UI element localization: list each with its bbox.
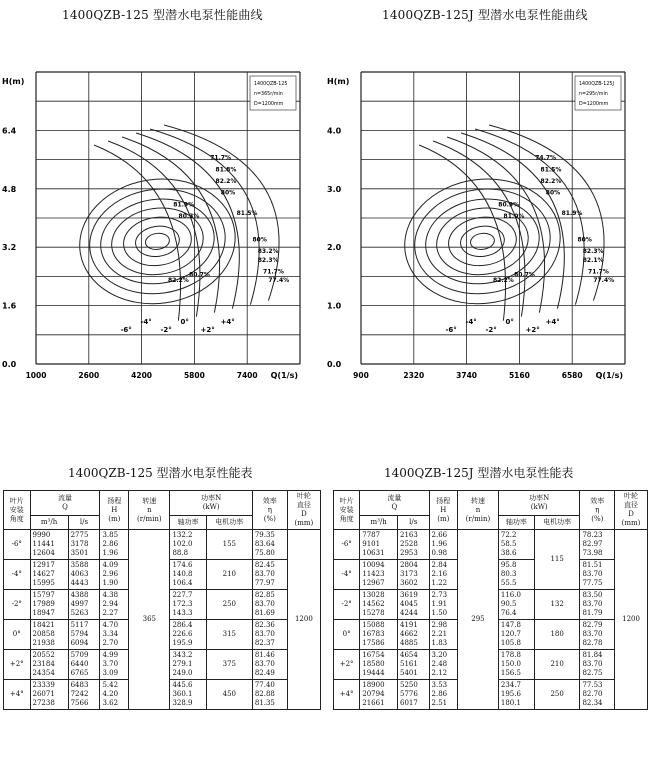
blade-angle-label: -2° xyxy=(160,325,172,334)
blade-angle-label: +4° xyxy=(220,317,235,326)
efficiency-contour xyxy=(469,232,495,251)
cell-flow-m3h: 10094 11423 12967 xyxy=(360,560,398,590)
efficiency-label: 82.2% xyxy=(540,177,562,185)
cell-head: 3.20 2.48 2.12 xyxy=(429,650,457,680)
efficiency-label: 71.7% xyxy=(210,154,232,162)
performance-table-left xyxy=(3,490,321,710)
header-power: 功率N (kW) xyxy=(170,491,252,516)
efficiency-contour xyxy=(120,213,194,270)
cell-efficiency: 83.50 83.70 81.79 xyxy=(580,590,615,620)
efficiency-label: 77.4% xyxy=(268,277,290,285)
efficiency-label: 81.9% xyxy=(173,201,195,209)
header-head: 扬程 H (m) xyxy=(100,491,129,530)
efficiency-label: 82.2% xyxy=(493,277,514,285)
cell-motor-power: 315 xyxy=(206,620,252,650)
efficiency-label: 80% xyxy=(220,189,236,197)
x-tick-label: 900 xyxy=(353,371,369,380)
y-axis-label: H(m) xyxy=(327,77,350,86)
efficiency-label: 81.9% xyxy=(561,210,583,218)
x-tick-label: 2600 xyxy=(78,371,100,380)
cell-motor-power: 155 xyxy=(206,530,252,560)
cell-head: 3.85 2.86 1.96 xyxy=(100,530,129,560)
efficiency-contour xyxy=(459,223,507,259)
header-motor-power: 电机功率 xyxy=(534,515,580,529)
efficiency-label: 81.0% xyxy=(503,213,525,220)
cell-efficiency: 81.51 83.70 77.75 xyxy=(580,560,615,590)
cell-efficiency: 78.23 82.97 73.98 xyxy=(580,530,615,560)
cell-motor-power: 132 xyxy=(534,590,580,620)
legend-text: n=295r/min xyxy=(579,92,608,97)
cell-head: 4.09 2.96 1.90 xyxy=(100,560,129,590)
header-motor-power: 电机功率 xyxy=(206,515,252,529)
blade-angle-label: +2° xyxy=(200,325,215,334)
efficiency-label: 82.3% xyxy=(582,248,604,256)
cell-flow-ls: 5250 5776 6017 xyxy=(397,680,429,710)
y-axis-label: H(m) xyxy=(2,77,25,86)
cell-blade-angle: +2° xyxy=(334,650,360,680)
header-head: 扬程 H (m) xyxy=(429,491,457,530)
efficiency-label: 80.9% xyxy=(498,201,520,209)
cell-efficiency: 82.36 83.70 82.37 xyxy=(252,620,287,650)
chart-svg-right xyxy=(325,62,651,392)
efficiency-label: 74.7% xyxy=(535,154,557,162)
blade-angle-label: -4° xyxy=(140,317,152,326)
x-axis-label: Q(1/s) xyxy=(270,371,298,380)
efficiency-label: 71.7% xyxy=(588,268,609,276)
cell-flow-m3h: 15797 17989 18947 xyxy=(30,590,68,620)
y-tick-label: 3.0 xyxy=(327,184,342,194)
performance-chart-left xyxy=(0,62,320,392)
y-tick-label: 0.0 xyxy=(2,360,17,369)
cell-flow-ls: 4191 4662 4885 xyxy=(397,620,429,650)
efficiency-contour xyxy=(134,223,182,259)
cell-blade-angle: -4° xyxy=(4,560,31,590)
y-tick-label: 3.2 xyxy=(2,243,17,253)
blade-angle-label: 0° xyxy=(180,317,189,326)
cell-blade-angle: -6° xyxy=(4,530,31,560)
cell-head: 4.99 3.70 3.09 xyxy=(100,650,129,680)
efficiency-label: 81.8% xyxy=(215,166,237,174)
cell-flow-m3h: 13028 14562 15278 xyxy=(360,590,398,620)
cell-speed: 365 xyxy=(129,530,170,710)
cell-flow-m3h: 15088 16783 17586 xyxy=(360,620,398,650)
cell-head: 2.98 2.21 1.83 xyxy=(429,620,457,650)
legend-text: n=365r/min xyxy=(254,92,283,97)
cell-flow-m3h: 9990 11441 12604 xyxy=(30,530,68,560)
blade-angle-curve xyxy=(108,141,200,317)
x-tick-label: 6580 xyxy=(561,371,583,380)
table-row xyxy=(4,530,321,560)
table-row xyxy=(334,530,648,560)
cell-motor-power: 375 xyxy=(206,650,252,680)
efficiency-label: 82.3% xyxy=(257,256,279,264)
header-flow-m3h: m³/h xyxy=(360,515,398,529)
efficiency-label: 82.2% xyxy=(168,277,189,285)
header-flow-ls: l/s xyxy=(397,515,429,529)
cell-flow-m3h: 20552 23184 24354 xyxy=(30,650,68,680)
y-tick-label: 1.6 xyxy=(2,301,17,311)
table-title-right: 1400QZB-125J 型潜水电泵性能表 xyxy=(384,466,574,480)
cell-flow-ls: 2804 3173 3602 xyxy=(397,560,429,590)
efficiency-label: 80.7% xyxy=(514,271,535,279)
cell-flow-m3h: 23339 26071 27238 xyxy=(30,680,68,710)
efficiency-label: 80.7% xyxy=(189,271,210,279)
cell-flow-m3h: 18421 20858 21938 xyxy=(30,620,68,650)
cell-flow-ls: 3619 4045 4244 xyxy=(397,590,429,620)
blade-angle-curve xyxy=(433,141,525,317)
cell-impeller-diameter: 1200 xyxy=(287,530,320,710)
cell-shaft-power: 234.7 195.6 180.1 xyxy=(498,680,534,710)
blade-angle-label: -2° xyxy=(485,325,497,334)
cell-blade-angle: -2° xyxy=(4,590,31,620)
blade-angle-curve xyxy=(94,145,180,321)
header-shaft-power: 轴功率 xyxy=(170,515,206,529)
header-impeller-diameter: 叶轮 直径 D (mm) xyxy=(287,491,320,530)
cell-blade-angle: 0° xyxy=(4,620,31,650)
cell-flow-m3h: 16754 18580 19444 xyxy=(360,650,398,680)
blade-angle-label: +2° xyxy=(525,325,540,334)
cell-blade-angle: +2° xyxy=(4,650,31,680)
cell-blade-angle: +4° xyxy=(334,680,360,710)
y-tick-label: 4.0 xyxy=(327,126,342,136)
efficiency-contour xyxy=(144,232,170,251)
cell-shaft-power: 178.8 150.0 156.5 xyxy=(498,650,534,680)
header-flow: 流量 Q xyxy=(360,491,429,516)
efficiency-label: 83.2% xyxy=(257,248,279,256)
cell-motor-power: 180 xyxy=(534,620,580,650)
cell-motor-power: 450 xyxy=(206,680,252,710)
cell-shaft-power: 147.8 120.7 105.8 xyxy=(498,620,534,650)
table-title-left: 1400QZB-125 型潜水电泵性能表 xyxy=(68,466,253,480)
chart-title-right: 1400QZB-125J 型潜水电泵性能曲线 xyxy=(382,8,588,22)
cell-flow-m3h: 7787 9101 10631 xyxy=(360,530,398,560)
cell-shaft-power: 286.4 226.6 195.9 xyxy=(170,620,206,650)
x-tick-label: 4200 xyxy=(131,371,153,380)
y-tick-label: 2.0 xyxy=(327,243,342,253)
blade-angle-curve xyxy=(447,137,545,313)
y-tick-label: 1.0 xyxy=(327,301,342,311)
cell-blade-angle: -2° xyxy=(334,590,360,620)
legend-text: 1400QZB-125J xyxy=(579,82,614,87)
cell-motor-power: 250 xyxy=(206,590,252,620)
performance-chart-right xyxy=(325,62,651,392)
cell-flow-ls: 4654 5161 5401 xyxy=(397,650,429,680)
cell-head: 4.38 2.94 2.27 xyxy=(100,590,129,620)
cell-efficiency: 77.40 82.88 81.35 xyxy=(252,680,287,710)
cell-flow-ls: 3588 4063 4443 xyxy=(68,560,100,590)
x-tick-label: 2320 xyxy=(403,371,425,380)
cell-flow-ls: 5117 5794 6094 xyxy=(68,620,100,650)
header-flow: 流量 Q xyxy=(30,491,100,516)
cell-shaft-power: 132.2 102.0 88.8 xyxy=(170,530,206,560)
efficiency-contour xyxy=(445,213,519,270)
blade-angle-curve xyxy=(419,145,505,321)
cell-efficiency: 82.45 83.70 77.97 xyxy=(252,560,287,590)
cell-efficiency: 79.35 83.64 75.80 xyxy=(252,530,287,560)
cell-flow-ls: 6483 7242 7566 xyxy=(68,680,100,710)
cell-motor-power: 210 xyxy=(206,560,252,590)
blade-angle-label: -4° xyxy=(465,317,477,326)
efficiency-label: 81.5% xyxy=(236,210,258,218)
cell-head: 3.53 2.86 2.51 xyxy=(429,680,457,710)
cell-flow-ls: 2163 2528 2953 xyxy=(397,530,429,560)
cell-blade-angle: +4° xyxy=(4,680,31,710)
cell-efficiency: 82.85 83.70 81.69 xyxy=(252,590,287,620)
x-axis-label: Q(1/s) xyxy=(595,371,623,380)
header-speed: 转速 n (r/min) xyxy=(458,491,499,530)
legend-text: D=1200mm xyxy=(254,102,284,107)
efficiency-label: 82.2% xyxy=(215,177,237,185)
header-impeller-diameter: 叶轮 直径 D (mm) xyxy=(615,491,648,530)
cell-blade-angle: -4° xyxy=(334,560,360,590)
x-tick-label: 5800 xyxy=(183,371,205,380)
cell-motor-power: 210 xyxy=(534,650,580,680)
legend-text: D=1200mm xyxy=(579,102,609,107)
cell-flow-m3h: 18900 20794 21661 xyxy=(360,680,398,710)
cell-motor-power: 115 xyxy=(534,530,580,590)
cell-shaft-power: 227.7 172.3 143.3 xyxy=(170,590,206,620)
cell-flow-ls: 4388 4997 5263 xyxy=(68,590,100,620)
cell-speed: 295 xyxy=(458,530,499,710)
cell-motor-power: 250 xyxy=(534,680,580,710)
cell-shaft-power: 174.6 140.8 106.4 xyxy=(170,560,206,590)
efficiency-label: 80.3% xyxy=(178,213,200,220)
y-tick-label: 4.8 xyxy=(2,184,17,194)
cell-flow-m3h: 12917 14627 15995 xyxy=(30,560,68,590)
cell-shaft-power: 72.2 58.5 38.6 xyxy=(498,530,534,560)
x-tick-label: 7400 xyxy=(236,371,258,380)
chart-svg-left xyxy=(0,62,320,392)
cell-head: 4.70 3.34 2.70 xyxy=(100,620,129,650)
header-power: 功率N (kW) xyxy=(498,491,580,516)
cell-shaft-power: 95.8 80.3 55.5 xyxy=(498,560,534,590)
y-tick-label: 0.0 xyxy=(327,360,342,369)
cell-head: 5.42 4.20 3.62 xyxy=(100,680,129,710)
efficiency-label: 71.7% xyxy=(263,268,284,276)
cell-blade-angle: -6° xyxy=(334,530,360,560)
header-speed: 转速 n (r/min) xyxy=(129,491,170,530)
efficiency-label: 81.5% xyxy=(540,166,562,174)
chart-title-left: 1400QZB-125 型潜水电泵性能曲线 xyxy=(62,8,263,22)
legend-text: 1400QZB-125 xyxy=(254,82,288,87)
cell-blade-angle: 0° xyxy=(334,620,360,650)
x-tick-label: 1000 xyxy=(25,371,47,380)
efficiency-label: 77.4% xyxy=(593,277,615,285)
blade-angle-curve xyxy=(122,137,220,313)
cell-head: 2.84 2.16 1.22 xyxy=(429,560,457,590)
cell-head: 2.73 1.91 1.50 xyxy=(429,590,457,620)
header-blade-angle: 叶片 安装 角度 xyxy=(4,491,31,530)
efficiency-label: 82.1% xyxy=(582,256,604,264)
efficiency-label: 80% xyxy=(252,236,267,244)
cell-efficiency: 82.79 83.70 82.78 xyxy=(580,620,615,650)
blade-angle-label: -6° xyxy=(120,325,132,334)
header-flow-m3h: m³/h xyxy=(30,515,68,529)
cell-efficiency: 77.53 82.70 82.34 xyxy=(580,680,615,710)
header-efficiency: 效率 η (%) xyxy=(252,491,287,530)
cell-shaft-power: 116.0 90.5 76.4 xyxy=(498,590,534,620)
cell-shaft-power: 445.6 360.1 328.9 xyxy=(170,680,206,710)
blade-angle-label: -6° xyxy=(445,325,457,334)
cell-efficiency: 81.84 83.70 82.75 xyxy=(580,650,615,680)
header-blade-angle: 叶片 安装 角度 xyxy=(334,491,360,530)
blade-angle-label: +4° xyxy=(545,317,560,326)
header-efficiency: 效率 η (%) xyxy=(580,491,615,530)
header-flow-ls: l/s xyxy=(68,515,100,529)
x-tick-label: 5160 xyxy=(508,371,530,380)
header-shaft-power: 轴功率 xyxy=(498,515,534,529)
cell-head: 2.66 1.96 0.98 xyxy=(429,530,457,560)
cell-flow-ls: 2775 3178 3501 xyxy=(68,530,100,560)
cell-impeller-diameter: 1200 xyxy=(615,530,648,710)
blade-angle-label: 0° xyxy=(505,317,514,326)
efficiency-label: 80% xyxy=(545,189,561,197)
cell-shaft-power: 343.2 279.1 249.0 xyxy=(170,650,206,680)
x-tick-label: 3740 xyxy=(456,371,478,380)
efficiency-label: 80% xyxy=(577,236,592,244)
y-tick-label: 6.4 xyxy=(2,126,17,136)
performance-table-right xyxy=(333,490,648,710)
cell-flow-ls: 5709 6440 6765 xyxy=(68,650,100,680)
cell-efficiency: 81.46 83.70 82.49 xyxy=(252,650,287,680)
